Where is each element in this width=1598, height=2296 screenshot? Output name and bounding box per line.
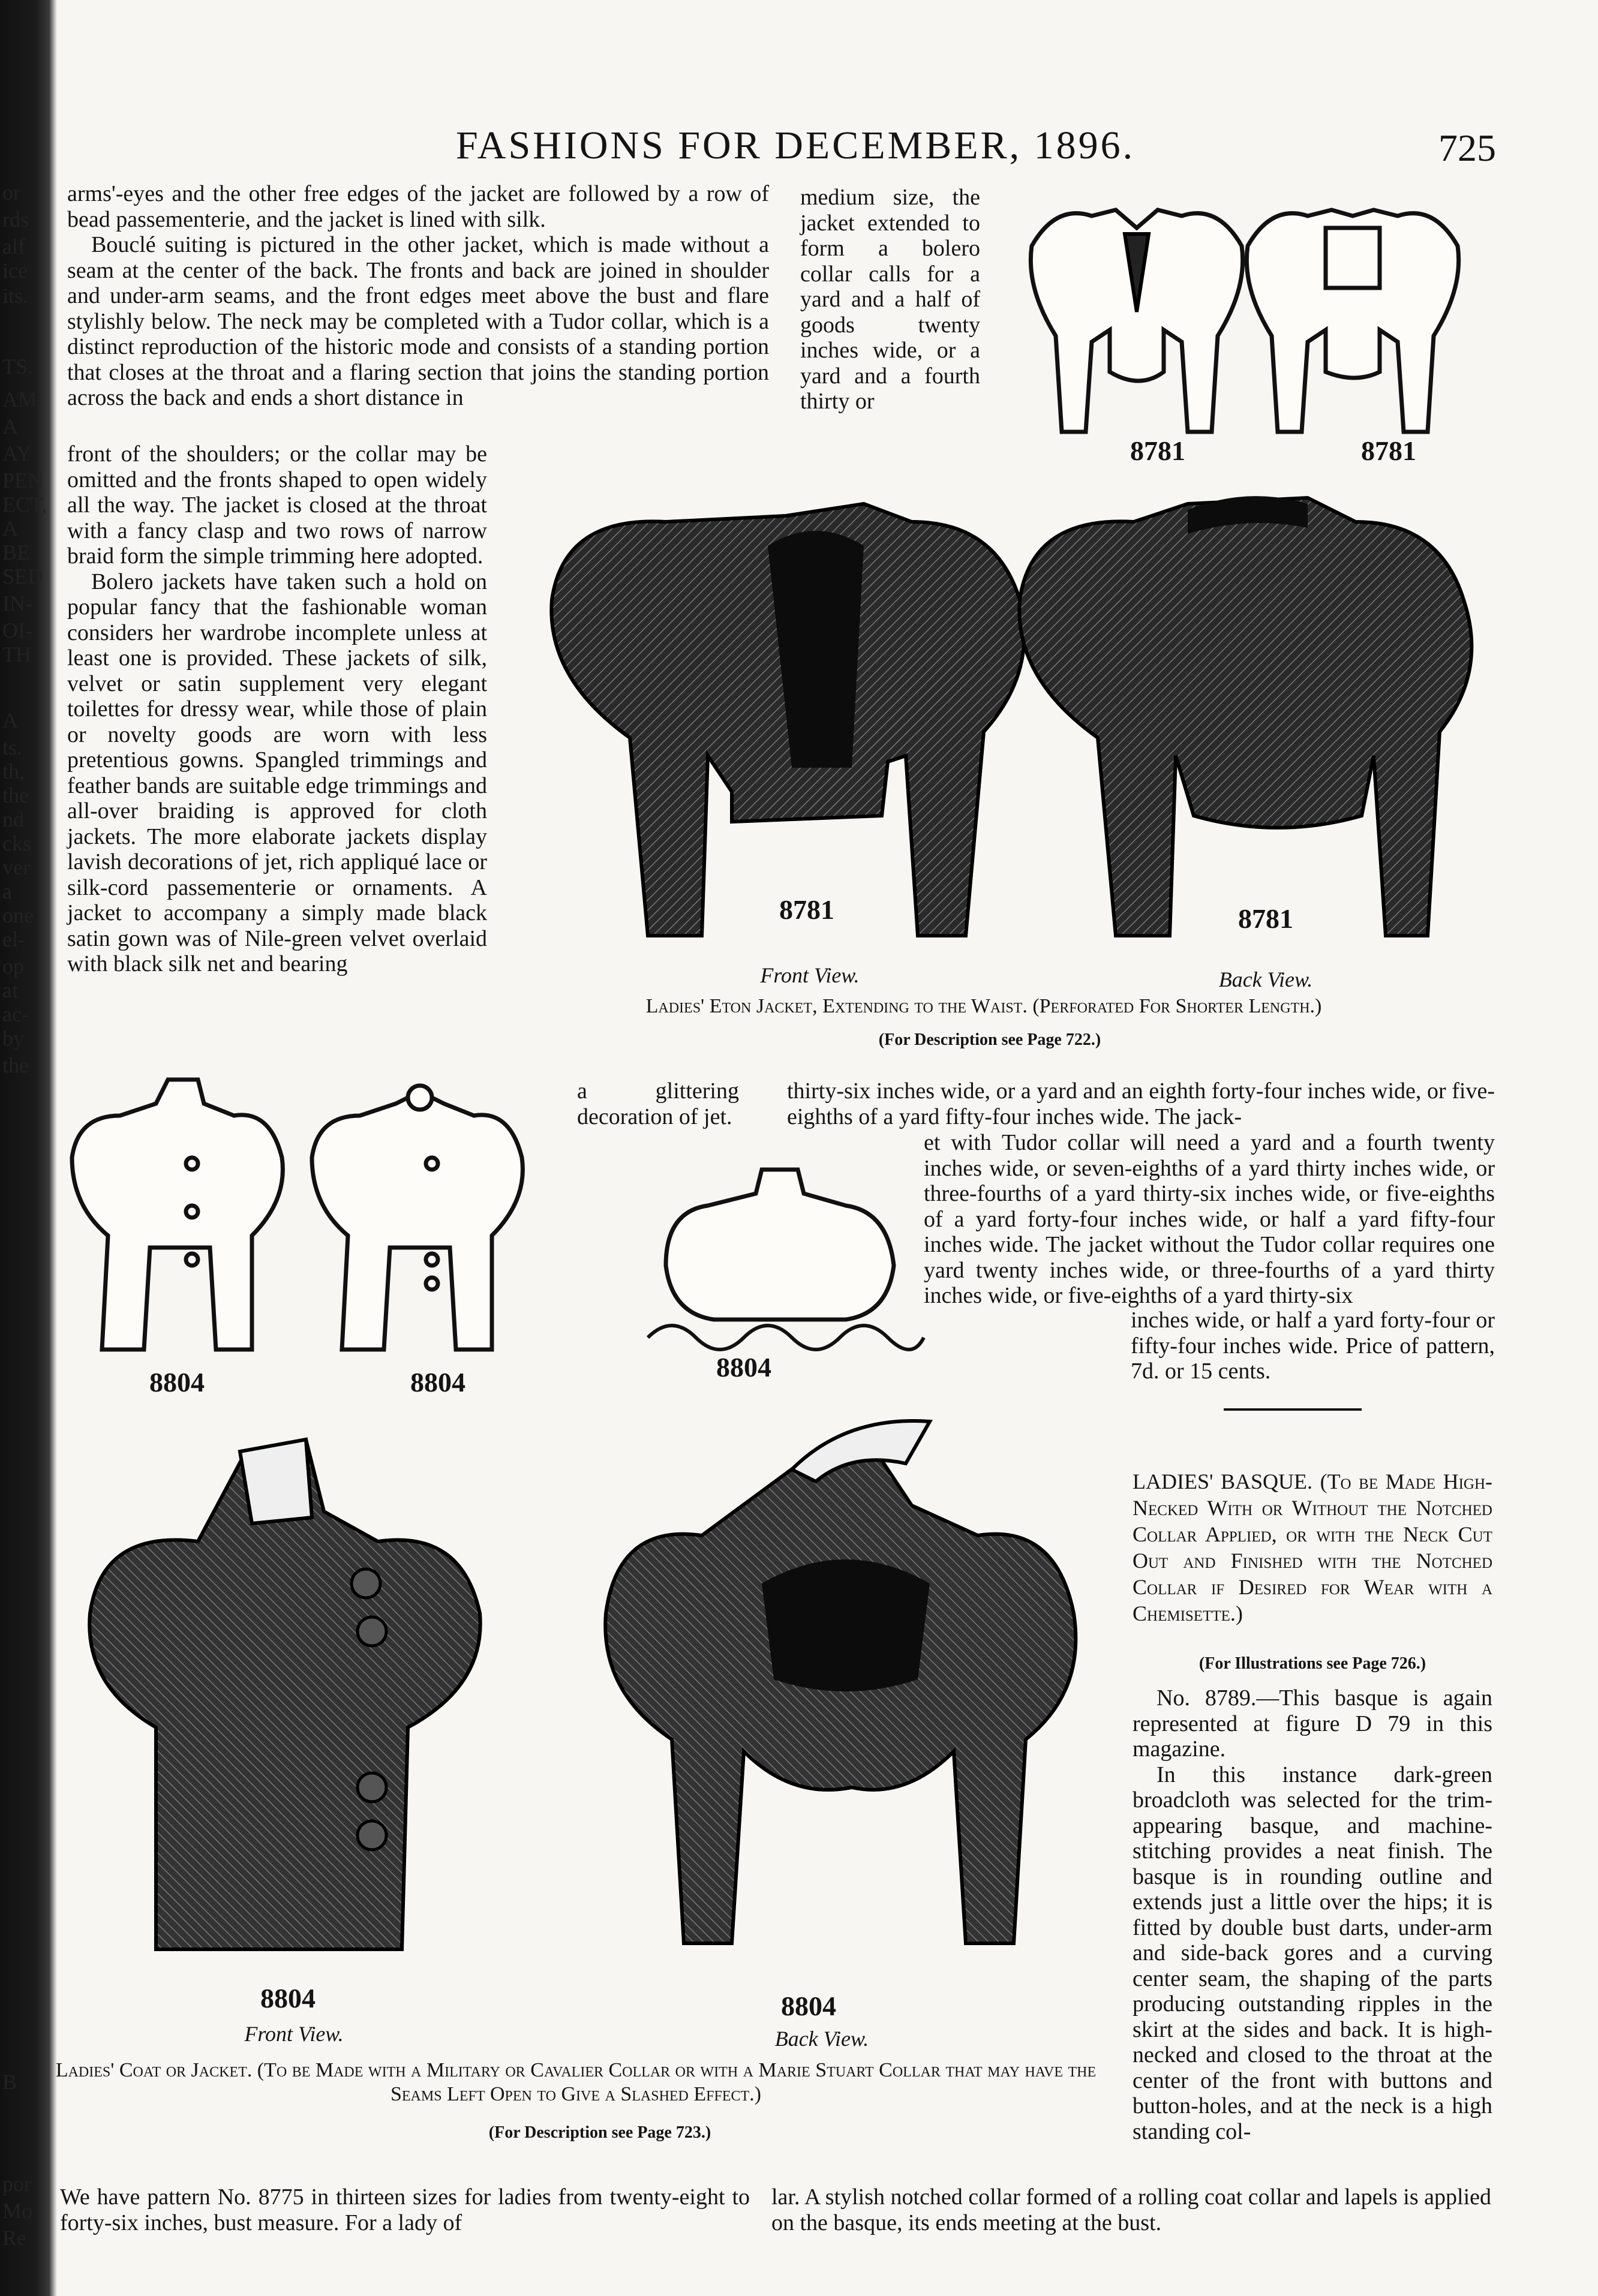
left-column-wide <box>67 181 769 411</box>
mid-column-line-3: inches wide, or half a yard forty-four or fifty-four inches wide. Price of pattern, 7d. or 15 cents. <box>1131 1308 1495 1384</box>
eton-back-outline <box>1246 210 1458 432</box>
pattern-number: 8781 <box>1238 903 1293 934</box>
margin-fragment: or <box>2 181 20 205</box>
margin-fragment: SED <box>2 564 44 588</box>
paragraph: No. 8789.—This basque is again represented at figure D 79 in this magazine. <box>1133 1685 1492 1762</box>
margin-fragment: Re <box>2 2226 26 2250</box>
page-number: 725 <box>1438 127 1496 169</box>
back-view-label: Back View. <box>774 2027 869 2051</box>
coat-outline-3 <box>648 1170 924 1350</box>
margin-fragment: PEN <box>2 468 44 492</box>
pattern-number: 8804 <box>260 1983 316 2013</box>
bottom-left-text: We have pattern No. 8775 in thirteen sizes for ladies from twenty-eight to forty-six inches, bust measure. For a lady of <box>60 2184 750 2235</box>
pattern-number: 8781 <box>1361 435 1416 466</box>
margin-fragment: the <box>2 783 29 807</box>
paragraph: arms'-eyes and the other free edges of the jacket are followed by a row of bead passementerie, and the jacket is lined with silk. <box>67 181 769 232</box>
margin-fragment: op <box>2 954 24 978</box>
eton-front-figure <box>551 504 1024 936</box>
coat-description-note: (For Description see Page 723.) <box>488 2123 711 2142</box>
eton-outline-illustrations <box>1020 192 1452 444</box>
margin-fragment: AY <box>2 441 32 465</box>
eton-front-outline <box>1031 210 1242 432</box>
coat-caption: Ladies' Coat or Jacket. (To be Made with a Military or Cavalier Collar or with a Marie Stuart Collar that may have the Seams Left Open to Give a Slashed Effect.) <box>55 2059 1097 2105</box>
margin-fragment: ac- <box>2 1002 29 1026</box>
coat-back-figure <box>605 1421 1076 1943</box>
front-view-label: Front View. <box>244 2022 344 2046</box>
margin-fragment: one <box>2 903 34 927</box>
margin-fragment: ice <box>2 259 28 283</box>
book-binding-gutter <box>0 0 57 2296</box>
top-right-column: medium size, the jacket extended to form a bolero collar calls for a yard and a half of goods twenty inches wide, or a yard and a fourth thirty or <box>800 185 980 414</box>
paragraph: In this instance dark-green broadcloth was selected for the trim-appearing basque, and machine-stitching provides a neat finish. The basque is in rounding outline and extends just a little over the hips; it is fitted by double bust darts, under-arm and side-back gores and a curving center seam, the shaping of the parts producing outstanding ripples in the skirt at the sides and back. It is high-necked and closed to the throat at the center of the front with buttons and button-holes, and at the neck is a high standing col- <box>1133 1762 1492 2144</box>
margin-fragment: at <box>2 978 18 1002</box>
coat-outline-1 <box>72 1080 283 1350</box>
pattern-number: 8781 <box>779 894 834 925</box>
mid-column-line-2: et with Tudor collar will need a yard and a fourth twenty inches wide, or seven-eighths of a yard thirty inches wide, or three-fourths of a yard thirty-six inches wide, or five-eighths of a yard forty-four inches wide, or half a yard fifty-four inches wide. The jacket without the Tudor collar requires one yard twenty inches wide, or three-fourths of a yard thirty inches wide, or five-eighths of a yard thirty-six <box>924 1130 1495 1308</box>
margin-fragment: BE <box>2 540 31 564</box>
margin-fragment: por <box>2 2172 31 2196</box>
pattern-number: 8804 <box>149 1367 205 1398</box>
margin-fragment: TH <box>2 642 31 666</box>
section-divider <box>1224 1408 1362 1411</box>
margin-fragment: ts. <box>2 735 23 759</box>
margin-fragment: cks <box>2 831 31 855</box>
paragraph: Bolero jackets have taken such a hold on popular fancy that the fashionable woman considers her wardrobe incomplete unless at least one is provided. These jackets of silk, velvet or satin supplement very elegant toilettes for dressy wear, while those of plain or novelty goods are worn with less pretentious gowns. Spangled trimmings and feather bands are suitable edge trimmings and all-over braiding is approved for cloth jackets. The more elaborate jackets display lavish decorations of jet, rich appliqué lace or silk-cord passementerie or ornaments. A jacket to accompany a simply made black satin gown was of Nile-green velvet overlaid with black silk net and bearing <box>67 569 487 976</box>
pattern-number: 8804 <box>410 1367 465 1398</box>
coat-outline-illustrations <box>60 1068 900 1368</box>
margin-fragment: B <box>2 2070 17 2094</box>
margin-fragment: rds <box>2 208 29 232</box>
eton-caption: Ladies' Eton Jacket, Extending to the Waist. (Perforated For Shorter Length.) <box>645 995 1322 1017</box>
eton-jacket-illustrations <box>528 480 1428 972</box>
margin-fragment: th, <box>2 759 25 783</box>
margin-fragment: A <box>2 708 18 732</box>
margin-fragment: A <box>2 414 18 438</box>
basque-illustrations-note: (For Illustrations see Page 726.) <box>1198 1654 1426 1673</box>
margin-fragment: ECT, <box>2 492 47 516</box>
left-column-narrow <box>67 441 487 977</box>
coat-outline-2 <box>312 1086 522 1350</box>
margin-fragment: TS. <box>2 354 34 378</box>
bottom-right-text: lar. A stylish notched collar formed of a rolling coat collar and lapels is applied on the basque, its ends meeting at the bust. <box>771 2184 1491 2235</box>
back-view-label: Back View. <box>1218 967 1313 991</box>
margin-fragment: its. <box>2 284 29 308</box>
margin-fragment: A <box>2 516 18 540</box>
page-title: FASHIONS FOR DECEMBER, 1896. <box>456 124 1136 167</box>
margin-fragment: a <box>2 879 12 903</box>
paragraph: front of the shoulders; or the collar may be omitted and the fronts shaped to open widely all the way. The jacket is closed at the throat with a fancy clasp and two rows of narrow braid form the simple trimming here adopted. <box>67 441 487 569</box>
coat-front-figure <box>89 1439 480 1949</box>
margin-fragment: IN- <box>2 591 32 615</box>
glittering-text: a glittering decoration of jet. <box>577 1078 739 1129</box>
basque-heading: LADIES' BASQUE. (To be Made High-Necked With or Without the Notched Collar Applied, or with the Neck Cut Out and Finished with the Notched Collar if Desired for Wear with a Chemisette.) <box>1133 1469 1492 1625</box>
margin-fragment: the <box>2 1053 29 1077</box>
margin-fragment: alf <box>2 235 25 259</box>
coat-illustrations <box>66 1416 1086 1985</box>
margin-fragment: by <box>2 1026 24 1050</box>
margin-fragment: AM <box>2 387 38 411</box>
eton-back-figure <box>1019 496 1471 936</box>
front-view-label: Front View. <box>760 963 860 987</box>
eton-description-note: (For Description see Page 722.) <box>878 1030 1101 1049</box>
margin-fragment: Mo <box>2 2199 33 2223</box>
pattern-number: 8781 <box>1130 435 1185 466</box>
paragraph: Bouclé suiting is pictured in the other jacket, which is made without a seam at the center of the back. The fronts and back are joined in shoulder and under-arm seams, and the front edges meet above the bust and flare stylishly below. The neck may be completed with a Tudor collar, which is a distinct reproduction of the historic mode and consists of a standing portion that closes at the throat and a flaring section that joins the standing portion across the back and ends a short distance in <box>67 232 769 410</box>
pattern-number: 8804 <box>781 1991 836 2021</box>
margin-fragment: OI- <box>2 618 32 642</box>
margin-fragment: el- <box>2 927 25 951</box>
mid-column-line-1: thirty-six inches wide, or a yard and an eighth forty-four inches wide, or five-eighths of a yard fifty-four inches wide. The jack- <box>787 1078 1495 1129</box>
pattern-number: 8804 <box>716 1352 771 1383</box>
margin-fragment: ver <box>2 855 30 879</box>
margin-fragment: nd <box>2 807 24 831</box>
basque-text <box>1133 1685 1492 2144</box>
